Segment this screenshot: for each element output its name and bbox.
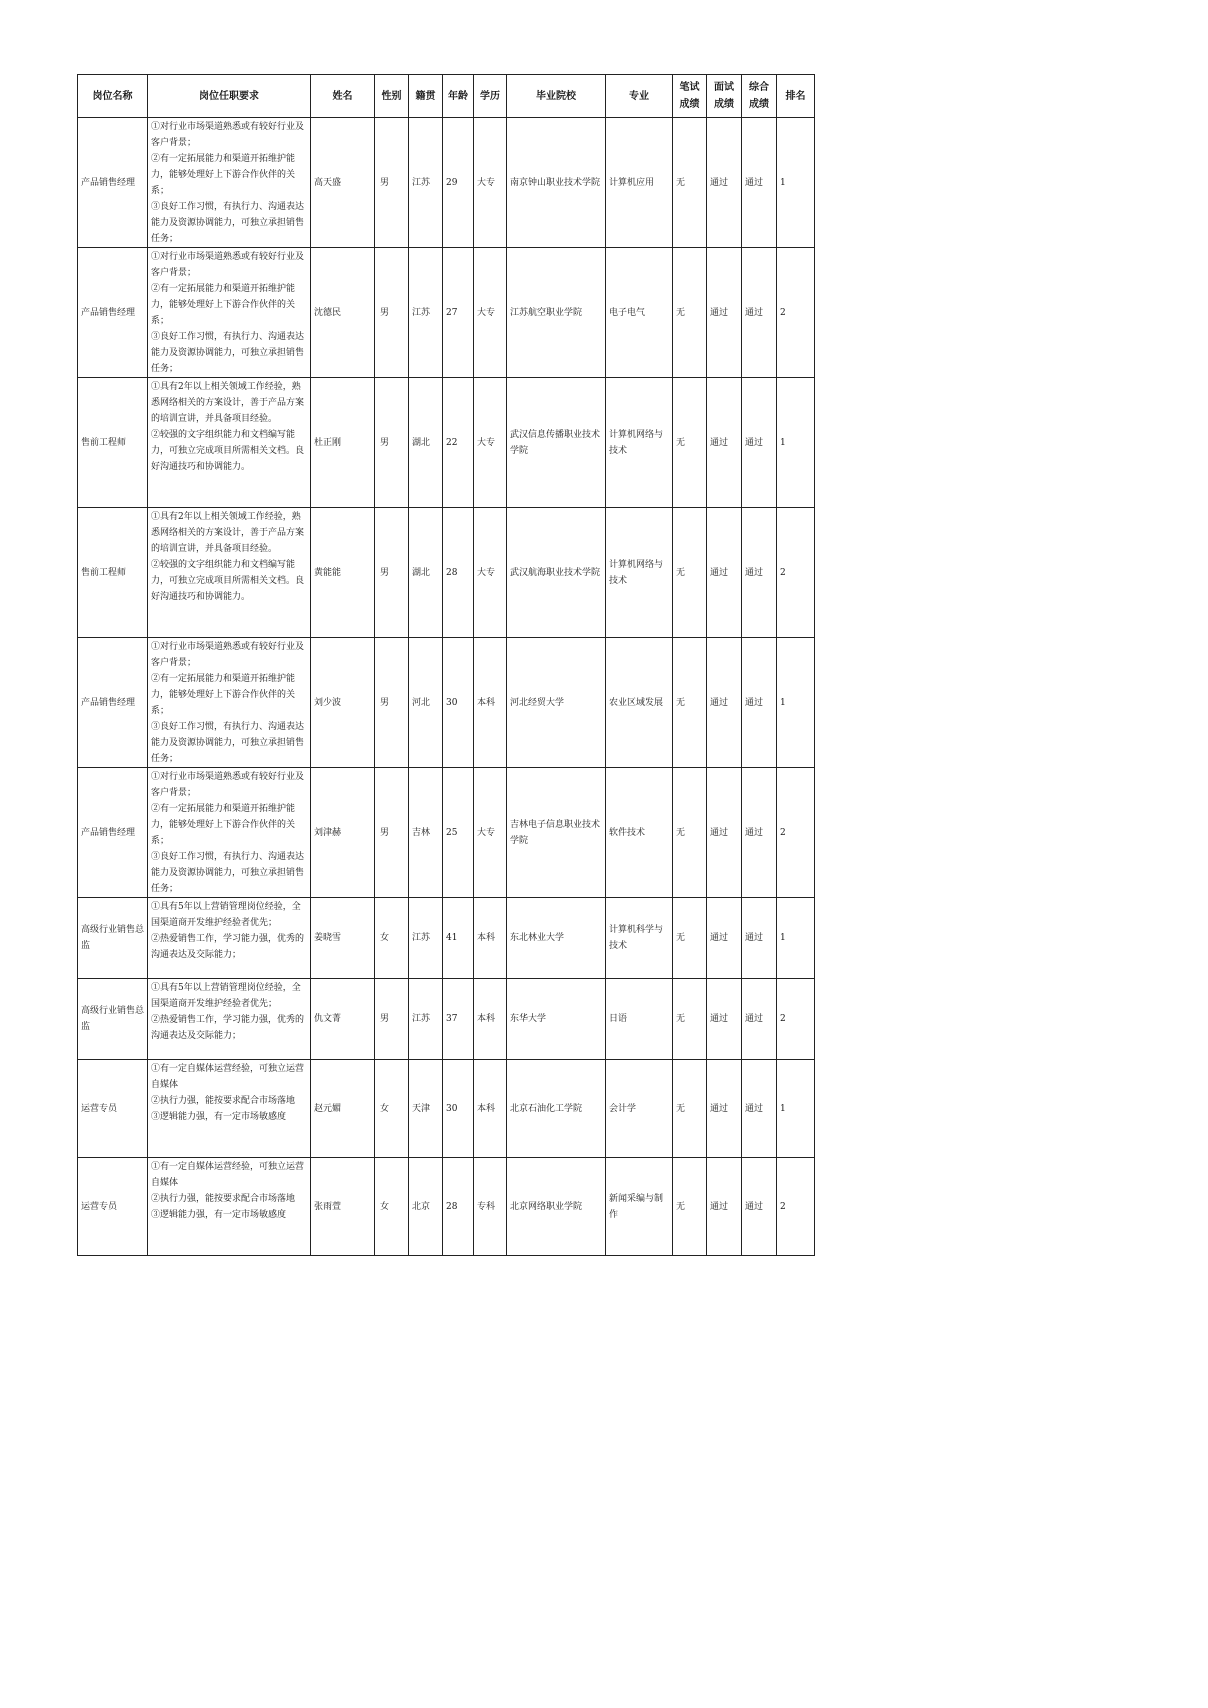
major-cell: 农业区域发展 [606, 638, 673, 768]
overall-score-cell: 通过 [742, 979, 777, 1060]
education-cell: 大专 [474, 248, 507, 378]
school-cell: 河北经贸大学 [507, 638, 606, 768]
gender-cell: 男 [375, 118, 409, 248]
requirement-cell: ①对行业市场渠道熟悉或有较好行业及客户背景； ②有一定拓展能力和渠道开拓维护能力，能够处理好上下游合作伙伴的关系； ③良好工作习惯，有执行力、沟通表达能力及资源协调能力，可独立承担销售任务； [148, 248, 311, 378]
overall-score-cell: 通过 [742, 508, 777, 638]
rank-cell: 1 [777, 118, 815, 248]
age-cell: 30 [443, 1060, 474, 1158]
overall-score-cell: 通过 [742, 768, 777, 898]
table-row [78, 1158, 815, 1256]
overall-score-cell: 通过 [742, 1158, 777, 1256]
written-score-cell: 无 [673, 248, 707, 378]
native-place-cell: 湖北 [409, 508, 443, 638]
native-place-cell: 江苏 [409, 979, 443, 1060]
age-cell: 28 [443, 1158, 474, 1256]
position-cell: 产品销售经理 [78, 248, 148, 378]
written-score-cell: 无 [673, 768, 707, 898]
table-row [78, 378, 815, 508]
interview-score-cell: 通过 [707, 1060, 742, 1158]
overall-score-cell: 通过 [742, 638, 777, 768]
overall-score-cell: 通过 [742, 118, 777, 248]
native-place-cell: 北京 [409, 1158, 443, 1256]
header-requirement: 岗位任职要求 [148, 75, 311, 118]
header-position: 岗位名称 [78, 75, 148, 118]
age-cell: 41 [443, 898, 474, 979]
header-name: 姓名 [311, 75, 375, 118]
school-cell: 东北林业大学 [507, 898, 606, 979]
gender-cell: 女 [375, 1158, 409, 1256]
requirement-cell: ①具有5年以上营销管理岗位经验，全国渠道商开发维护经验者优先； ②热爱销售工作，学习能力强，优秀的沟通表达及交际能力； [148, 898, 311, 979]
school-cell: 南京钟山职业技术学院 [507, 118, 606, 248]
position-cell: 售前工程师 [78, 508, 148, 638]
gender-cell: 男 [375, 638, 409, 768]
requirement-cell: ①对行业市场渠道熟悉或有较好行业及客户背景； ②有一定拓展能力和渠道开拓维护能力，能够处理好上下游合作伙伴的关系； ③良好工作习惯，有执行力、沟通表达能力及资源协调能力，可独立承担销售任务； [148, 638, 311, 768]
school-cell: 北京网络职业学院 [507, 1158, 606, 1256]
gender-cell: 男 [375, 768, 409, 898]
gender-cell: 男 [375, 248, 409, 378]
major-cell: 软件技术 [606, 768, 673, 898]
native-place-cell: 江苏 [409, 248, 443, 378]
overall-score-cell: 通过 [742, 378, 777, 508]
requirement-cell: ①对行业市场渠道熟悉或有较好行业及客户背景； ②有一定拓展能力和渠道开拓维护能力，能够处理好上下游合作伙伴的关系； ③良好工作习惯，有执行力、沟通表达能力及资源协调能力，可独立承担销售任务； [148, 768, 311, 898]
major-cell: 电子电气 [606, 248, 673, 378]
name-cell: 刘少波 [311, 638, 375, 768]
header-education: 学历 [474, 75, 507, 118]
rank-cell: 1 [777, 898, 815, 979]
requirement-cell: ①有一定自媒体运营经验，可独立运营自媒体 ②执行力强，能按要求配合市场落地 ③逻辑能力强，有一定市场敏感度 [148, 1060, 311, 1158]
written-score-cell: 无 [673, 1158, 707, 1256]
table-row [78, 638, 815, 768]
overall-score-cell: 通过 [742, 1060, 777, 1158]
school-cell: 武汉信息传播职业技术学院 [507, 378, 606, 508]
gender-cell: 女 [375, 1060, 409, 1158]
interview-score-cell: 通过 [707, 378, 742, 508]
written-score-cell: 无 [673, 1060, 707, 1158]
interview-score-cell: 通过 [707, 898, 742, 979]
major-cell: 会计学 [606, 1060, 673, 1158]
age-cell: 29 [443, 118, 474, 248]
major-cell: 日语 [606, 979, 673, 1060]
header-row [78, 75, 815, 118]
header-major: 专业 [606, 75, 673, 118]
header-gender: 性别 [375, 75, 409, 118]
position-cell: 产品销售经理 [78, 118, 148, 248]
header-rank: 排名 [777, 75, 815, 118]
native-place-cell: 湖北 [409, 378, 443, 508]
school-cell: 北京石油化工学院 [507, 1060, 606, 1158]
interview-score-cell: 通过 [707, 768, 742, 898]
name-cell: 刘津赫 [311, 768, 375, 898]
table-body [78, 118, 815, 1256]
education-cell: 大专 [474, 118, 507, 248]
results-table [77, 74, 815, 1256]
age-cell: 37 [443, 979, 474, 1060]
name-cell: 赵元媚 [311, 1060, 375, 1158]
age-cell: 27 [443, 248, 474, 378]
rank-cell: 2 [777, 979, 815, 1060]
position-cell: 运营专员 [78, 1158, 148, 1256]
requirement-cell: ①具有5年以上营销管理岗位经验，全国渠道商开发维护经验者优先； ②热爱销售工作，学习能力强，优秀的沟通表达及交际能力； [148, 979, 311, 1060]
requirement-cell: ①有一定自媒体运营经验，可独立运营自媒体 ②执行力强，能按要求配合市场落地 ③逻辑能力强，有一定市场敏感度 [148, 1158, 311, 1256]
written-score-cell: 无 [673, 118, 707, 248]
gender-cell: 男 [375, 979, 409, 1060]
native-place-cell: 河北 [409, 638, 443, 768]
table-row [78, 768, 815, 898]
interview-score-cell: 通过 [707, 638, 742, 768]
overall-score-cell: 通过 [742, 898, 777, 979]
education-cell: 本科 [474, 638, 507, 768]
education-cell: 本科 [474, 979, 507, 1060]
native-place-cell: 天津 [409, 1060, 443, 1158]
major-cell: 计算机应用 [606, 118, 673, 248]
name-cell: 张雨萱 [311, 1158, 375, 1256]
interview-score-cell: 通过 [707, 508, 742, 638]
rank-cell: 2 [777, 1158, 815, 1256]
name-cell: 杜正刚 [311, 378, 375, 508]
requirement-cell: ①具有2年以上相关领域工作经验，熟悉网络相关的方案设计，善于产品方案的培训宣讲，并具备项目经验。 ②较强的文字组织能力和文档编写能力，可独立完成项目所需相关文档。良好沟通技巧和协调能力。 [148, 508, 311, 638]
interview-score-cell: 通过 [707, 248, 742, 378]
requirement-cell: ①具有2年以上相关领域工作经验，熟悉网络相关的方案设计，善于产品方案的培训宣讲，并具备项目经验。 ②较强的文字组织能力和文档编写能力，可独立完成项目所需相关文档。良好沟通技巧和协调能力。 [148, 378, 311, 508]
position-cell: 高级行业销售总监 [78, 898, 148, 979]
school-cell: 江苏航空职业学院 [507, 248, 606, 378]
age-cell: 28 [443, 508, 474, 638]
rank-cell: 2 [777, 248, 815, 378]
header-interview-score: 面试 成绩 [707, 75, 742, 118]
written-score-cell: 无 [673, 898, 707, 979]
name-cell: 高天盛 [311, 118, 375, 248]
gender-cell: 男 [375, 378, 409, 508]
interview-score-cell: 通过 [707, 118, 742, 248]
native-place-cell: 江苏 [409, 898, 443, 979]
written-score-cell: 无 [673, 378, 707, 508]
written-score-cell: 无 [673, 979, 707, 1060]
table-row [78, 898, 815, 979]
rank-cell: 2 [777, 508, 815, 638]
header-age: 年龄 [443, 75, 474, 118]
school-cell: 武汉航海职业技术学院 [507, 508, 606, 638]
name-cell: 黄能能 [311, 508, 375, 638]
position-cell: 运营专员 [78, 1060, 148, 1158]
rank-cell: 1 [777, 378, 815, 508]
interview-score-cell: 通过 [707, 979, 742, 1060]
header-overall-score: 综合 成绩 [742, 75, 777, 118]
school-cell: 东华大学 [507, 979, 606, 1060]
age-cell: 22 [443, 378, 474, 508]
age-cell: 25 [443, 768, 474, 898]
name-cell: 姜晓雪 [311, 898, 375, 979]
table-row [78, 248, 815, 378]
table-row [78, 1060, 815, 1158]
name-cell: 沈德民 [311, 248, 375, 378]
position-cell: 售前工程师 [78, 378, 148, 508]
major-cell: 计算机网络与技术 [606, 378, 673, 508]
gender-cell: 男 [375, 508, 409, 638]
written-score-cell: 无 [673, 508, 707, 638]
position-cell: 产品销售经理 [78, 638, 148, 768]
requirement-cell: ①对行业市场渠道熟悉或有较好行业及客户背景； ②有一定拓展能力和渠道开拓维护能力，能够处理好上下游合作伙伴的关系； ③良好工作习惯，有执行力、沟通表达能力及资源协调能力，可独立承担销售任务； [148, 118, 311, 248]
major-cell: 新闻采编与制作 [606, 1158, 673, 1256]
written-score-cell: 无 [673, 638, 707, 768]
education-cell: 大专 [474, 378, 507, 508]
table-row [78, 118, 815, 248]
education-cell: 大专 [474, 768, 507, 898]
rank-cell: 1 [777, 1060, 815, 1158]
education-cell: 大专 [474, 508, 507, 638]
table-row [78, 979, 815, 1060]
rank-cell: 2 [777, 768, 815, 898]
name-cell: 仇文菁 [311, 979, 375, 1060]
rank-cell: 1 [777, 638, 815, 768]
education-cell: 本科 [474, 898, 507, 979]
header-written-score: 笔试 成绩 [673, 75, 707, 118]
gender-cell: 女 [375, 898, 409, 979]
position-cell: 高级行业销售总监 [78, 979, 148, 1060]
table-row [78, 508, 815, 638]
major-cell: 计算机网络与技术 [606, 508, 673, 638]
age-cell: 30 [443, 638, 474, 768]
position-cell: 产品销售经理 [78, 768, 148, 898]
education-cell: 专科 [474, 1158, 507, 1256]
major-cell: 计算机科学与技术 [606, 898, 673, 979]
header-school: 毕业院校 [507, 75, 606, 118]
header-native-place: 籍贯 [409, 75, 443, 118]
interview-score-cell: 通过 [707, 1158, 742, 1256]
overall-score-cell: 通过 [742, 248, 777, 378]
education-cell: 本科 [474, 1060, 507, 1158]
native-place-cell: 吉林 [409, 768, 443, 898]
native-place-cell: 江苏 [409, 118, 443, 248]
school-cell: 吉林电子信息职业技术学院 [507, 768, 606, 898]
